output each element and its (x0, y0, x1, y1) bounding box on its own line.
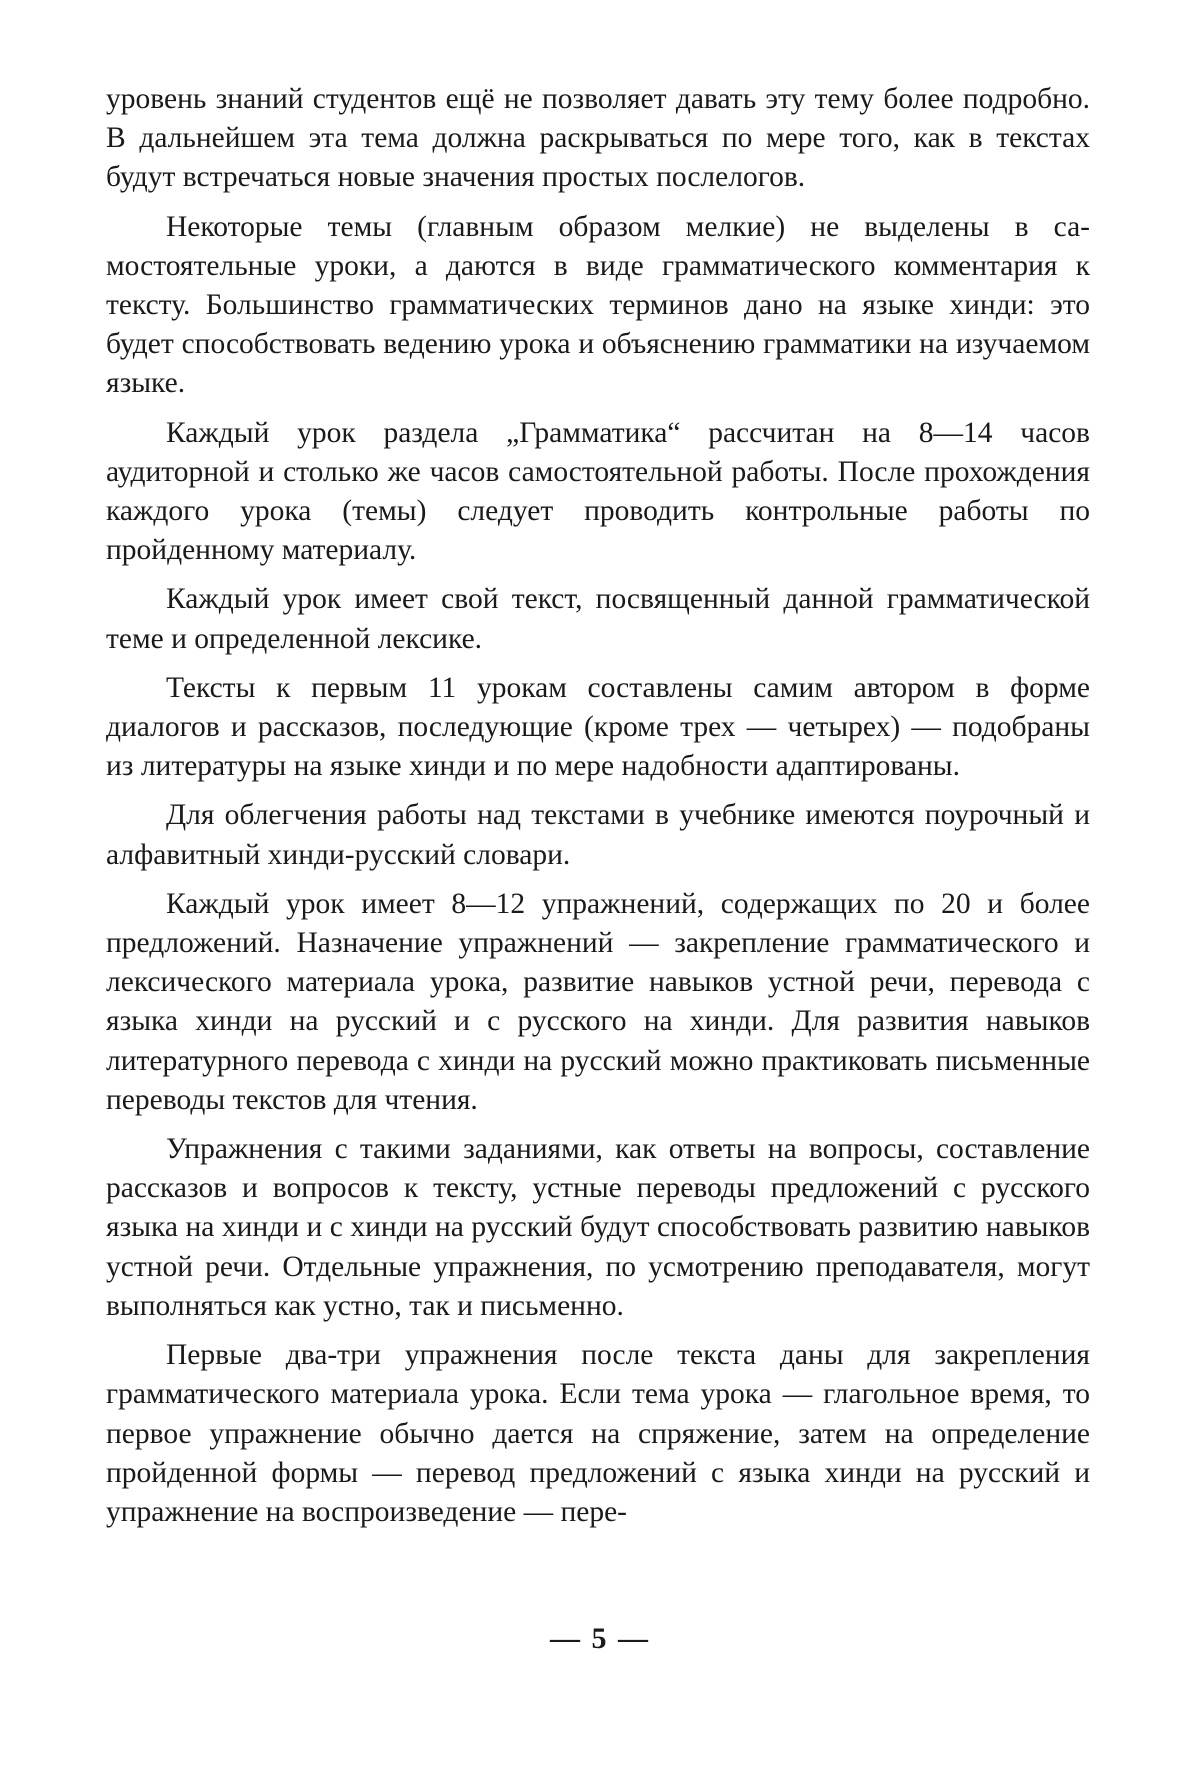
paragraph-5: Тексты к первым 11 урокам составлены самим автором в форме диалогов и рассказов, последующие (кроме трех — четырех) — подобраны из литературы на языке хинди и по мере надобности адаптированы. (106, 671, 1090, 783)
paragraph-1: уровень знаний студентов ещё не позволяет давать эту тему более подробно. В дальнейшем эта тема должна раскрываться по мере того, как в текстах будут встречаться новые значения простых послелогов. (106, 83, 1090, 194)
paragraph-4: Каждый урок имеет свой текст, посвященный данной грамматической теме и определенной лексике. (106, 583, 1090, 655)
paragraph-2: Некоторые темы (главным образом мелкие) не выделены в самостоятельные уроки, а даются в виде грамматического комментария к тексту. Большинство грамматических терминов дано на языке хинди: это будет способствовать ведению урока и объяснению грамматики на изучаемом языке. (106, 210, 1090, 400)
paragraph-9: Первые два-три упражнения после текста даны для закрепления грамматического материала урока. Если тема урока — глагольное время, то первое упражнение обычно дается на спряжение, затем на определение пройденной формы — перевод предложений с языка хинди на русский и упражнение на воспроизведение — пере- (106, 1339, 1090, 1528)
paragraph-8: Упражнения с такими заданиями, как ответы на вопросы, составление рассказов и вопросов к тексту, устные переводы предложений с русского языка на хинди и с хинди на русский будут способствовать развитию навыков устной речи. Отдельные упражнения, по усмотрению преподавателя, могут выполняться как устно, так и письменно. (106, 1133, 1090, 1322)
page-body (106, 80, 1090, 1542)
paragraph-7: Каждый урок имеет 8—12 упражнений, содержащих по 20 и более предложений. Назначение упражнений — закрепление грамматического и лексического материала урока, развитие навыков устной речи, перевода с языка хинди на русский и с русского на хинди. Для развития навыков литературного перевода с хинди на русский можно практиковать письменные переводы текстов для чтения. (106, 887, 1090, 1116)
paragraph-3: Каждый урок раздела „Грамматика“ рассчитан на 8—14 часов аудиторной и столько же часов самостоятельной работы. После прохождения каждого урока (темы) следует проводить контрольные работы по пройденному материалу. (106, 416, 1090, 567)
paragraph-6: Для облегчения работы над текстами в учебнике имеются поурочный и алфавитный хинди-русский словари. (106, 799, 1090, 871)
page-number: — 5 — (550, 1622, 650, 1655)
